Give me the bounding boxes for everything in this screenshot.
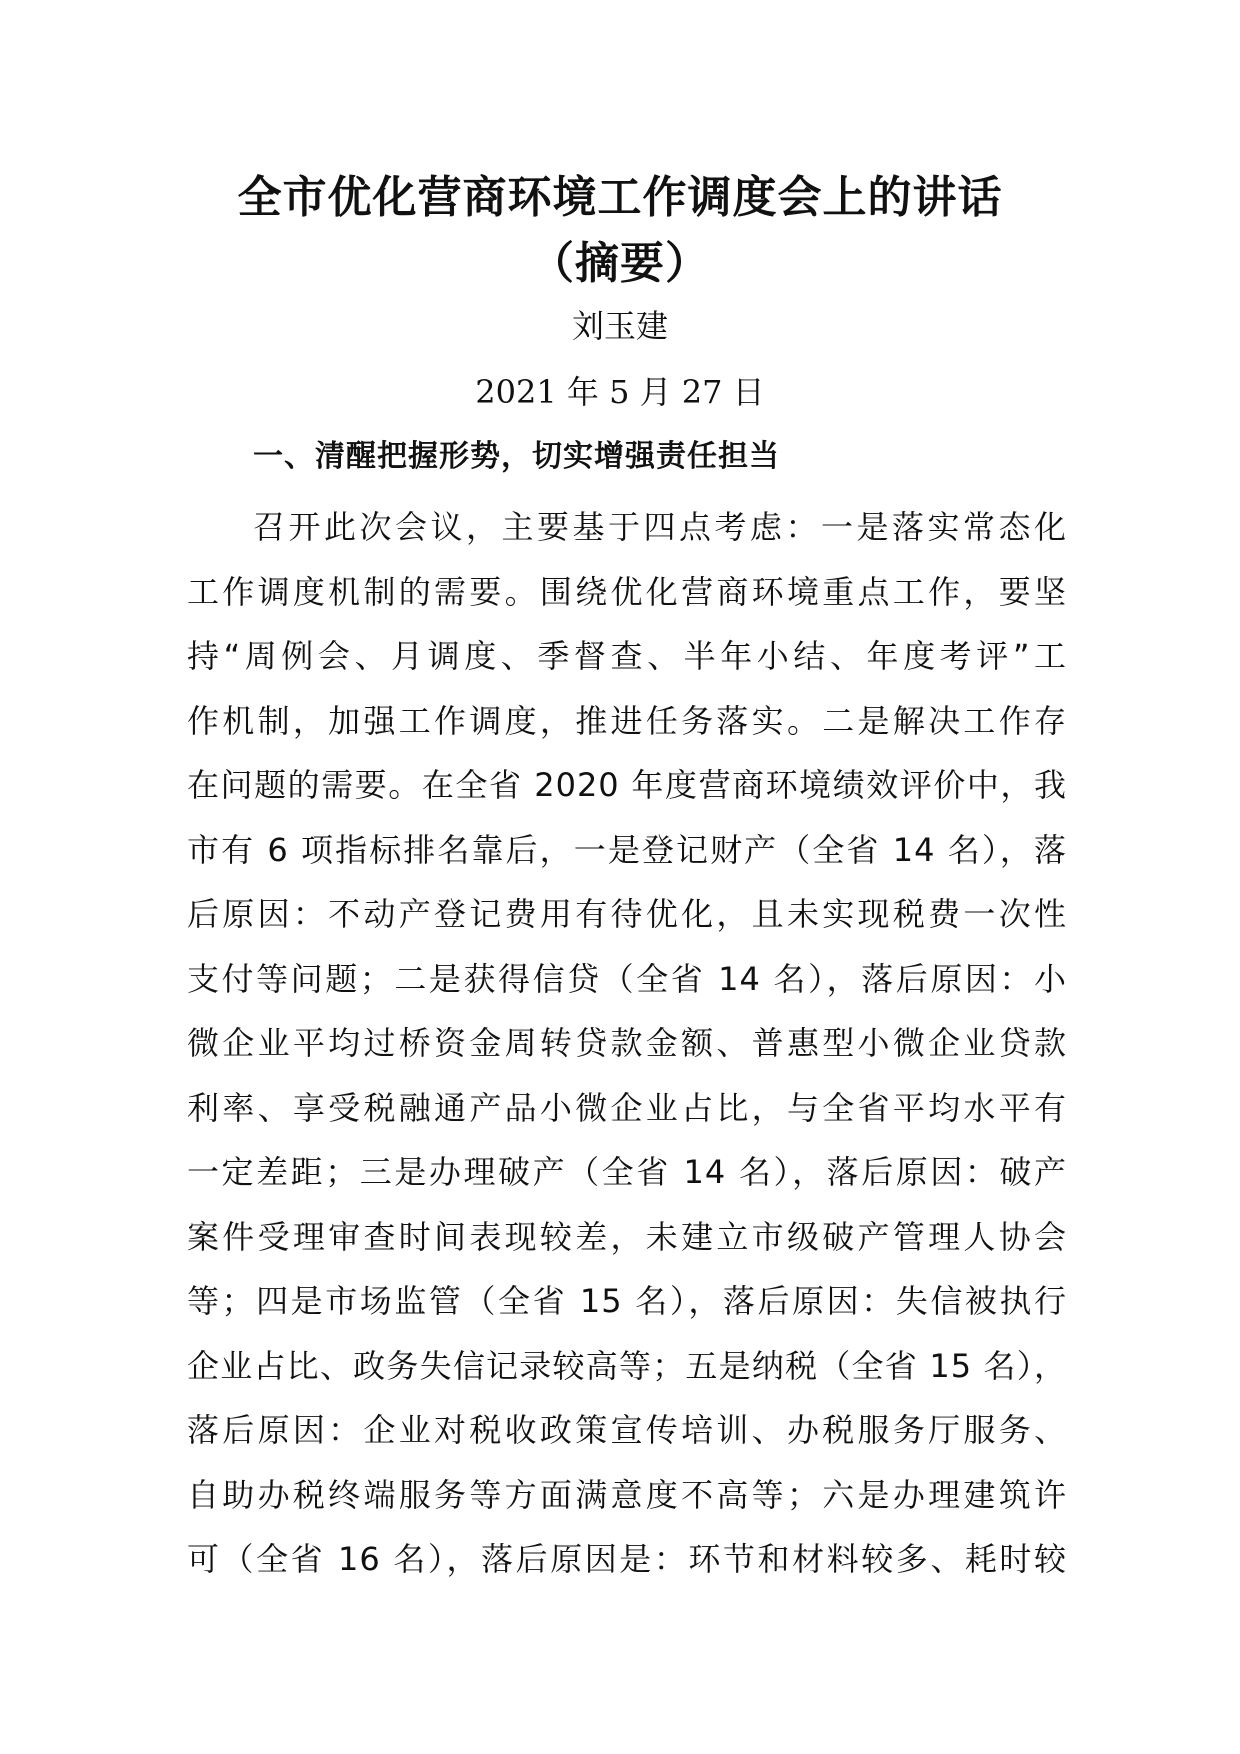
document-title-line-1: 全市优化营商环境工作调度会上的讲话	[237, 172, 1003, 223]
body-line: 工作调度机制的需要。围绕优化营商环境重点工作，要坚	[187, 572, 1067, 611]
body-line: 等；四是市场监管（全省 15 名），落后原因：失信被执行	[187, 1282, 1067, 1320]
body-line: 落后原因：企业对税收政策宣传培训、办税服务厅服务、	[187, 1411, 1067, 1449]
body-line: 后原因：不动产登记费用有待优化，且未实现税费一次性	[187, 895, 1067, 933]
body-line: 一定差距；三是办理破产（全省 14 名），落后原因：破产	[187, 1153, 1067, 1191]
body-line: 召开此次会议，主要基于四点考虑：一是落实常态化	[253, 508, 1067, 546]
body-line: 作机制，加强工作调度，推进任务落实。二是解决工作存	[187, 701, 1067, 740]
body-line: 利率、享受税融通产品小微企业占比，与全省平均水平有	[187, 1088, 1067, 1127]
document-date: 2021 年 5 月 27 日	[475, 373, 765, 411]
document-title-line-2: （摘要）	[530, 238, 710, 289]
body-line: 在问题的需要。在全省 2020 年度营商环境绩效评价中，我	[187, 766, 1067, 804]
body-line: 可（全省 16 名），落后原因是：环节和材料较多、耗时较	[187, 1540, 1067, 1578]
body-line: 自助办税终端服务等方面满意度不高等；六是办理建筑许	[187, 1475, 1067, 1514]
body-line: 支付等问题；二是获得信贷（全省 14 名），落后原因：小	[187, 959, 1067, 998]
body-line: 持“周例会、月调度、季督查、半年小结、年度考评”工	[187, 637, 1067, 675]
body-text	[187, 495, 1067, 1592]
author-name: 刘玉建	[571, 307, 668, 345]
body-line: 案件受理审查时间表现较差，未建立市级破产管理人协会	[187, 1217, 1067, 1256]
body-line: 企业占比、政务失信记录较高等；五是纳税（全省 15 名），	[187, 1346, 1067, 1385]
body-line: 市有 6 项指标排名靠后，一是登记财产（全省 14 名），落	[187, 830, 1067, 869]
section-heading-1: 一、清醒把握形势，切实增强责任担当	[253, 439, 780, 474]
body-line: 微企业平均过桥资金周转贷款金额、普惠型小微企业贷款	[187, 1024, 1067, 1062]
